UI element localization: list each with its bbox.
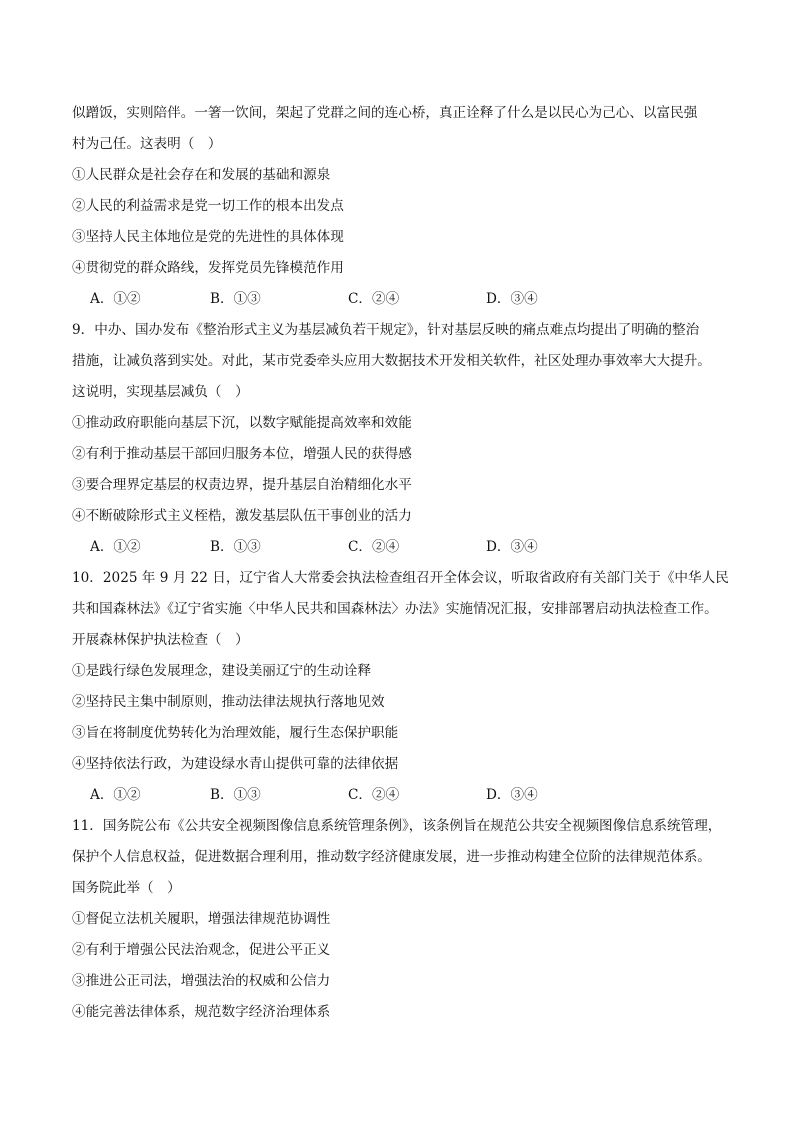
document-page (72, 98, 732, 1028)
statement-4: ④不断破除形式主义桎梏，激发基层队伍干事创业的活力 (72, 508, 412, 524)
question-stem-line: 11．国务院公布《公共安全视频图像信息系统管理条例》，该条例旨在规范公共安全视频图像信息系统管理， (72, 818, 722, 834)
question-stem-line: 村为己任。这表明（ ） (72, 136, 222, 152)
option-c: C．②④ (348, 291, 400, 307)
statement-2: ②有利于增强公民法治观念，促进公平正义 (72, 942, 331, 958)
option-a: A．①② (90, 539, 141, 555)
option-a: A．①② (90, 291, 141, 307)
statement-2: ②人民的利益需求是党一切工作的根本出发点 (72, 198, 344, 214)
question-stem-line: 9．中办、国办发布《整治形式主义为基层减负若干规定》，针对基层反映的痛点难点均提出了明确的整治 (72, 322, 700, 338)
question-stem-line: 这说明，实现基层减负（ ） (72, 384, 249, 400)
answer-options (72, 284, 732, 315)
question-stem-line: 10．2025 年 9 月 22 日，辽宁省人大常委会执法检查组召开全体会议，听取省政府有关部门关于《中华人民 (72, 570, 729, 586)
statement-1: ①推动政府职能向基层下沉，以数字赋能提高效率和效能 (72, 415, 412, 431)
question-stem-line: 似蹭饭，实则陪伴。一箸一饮间，架起了党群之间的连心桥，真正诠释了什么是以民心为己心、以富民强 (72, 105, 698, 121)
option-d: D．③④ (486, 787, 538, 803)
statement-4: ④坚持依法行政，为建设绿水青山提供可靠的法律依据 (72, 756, 399, 772)
question-stem-line: 国务院此举（ ） (72, 880, 181, 896)
option-c: C．②④ (348, 787, 400, 803)
answer-options (72, 532, 732, 563)
statement-3: ③推进公正司法，增强法治的权威和公信力 (72, 973, 331, 989)
option-d: D．③④ (486, 539, 538, 555)
statement-1: ①是践行绿色发展理念，建设美丽辽宁的生动诠释 (72, 663, 372, 679)
statement-3: ③坚持人民主体地位是党的先进性的具体体现 (72, 229, 344, 245)
statement-2: ②坚持民主集中制原则，推动法律法规执行落地见效 (72, 694, 385, 710)
option-b: B．①③ (210, 291, 261, 307)
option-b: B．①③ (210, 539, 261, 555)
question-stem-line: 开展森林保护执法检查（ ） (72, 632, 249, 648)
option-a: A．①② (90, 787, 141, 803)
statement-4: ④能完善法律体系，规范数字经济治理体系 (72, 1004, 331, 1020)
question-stem-line: 措施，让减负落到实处。对此，某市党委牵头应用大数据技术开发相关软件，社区处理办事效率大大提升。 (72, 353, 711, 369)
statement-3: ③旨在将制度优势转化为治理效能，履行生态保护职能 (72, 725, 399, 741)
option-d: D．③④ (486, 291, 538, 307)
option-b: B．①③ (210, 787, 261, 803)
question-10 (72, 563, 732, 811)
question-11 (72, 811, 732, 1028)
option-c: C．②④ (348, 539, 400, 555)
question-stem-line: 保护个人信息权益，促进数据合理利用，推动数字经济健康发展，进一步推动构建全位阶的法律规范体系。 (72, 849, 711, 865)
statement-1: ①人民群众是社会存在和发展的基础和源泉 (72, 167, 331, 183)
statement-1: ①督促立法机关履职，增强法律规范协调性 (72, 911, 331, 927)
question-stem-line: 共和国森林法》《辽宁省实施〈中华人民共和国森林法〉办法》实施情况汇报，安排部署启动执法检查工作。 (72, 601, 718, 617)
statement-3: ③要合理界定基层的权责边界，提升基层自治精细化水平 (72, 477, 412, 493)
question-8 (72, 98, 732, 315)
answer-options (72, 780, 732, 811)
statement-2: ②有利于推动基层干部回归服务本位，增强人民的获得感 (72, 446, 412, 462)
statement-4: ④贯彻党的群众路线，发挥党员先锋模范作用 (72, 260, 344, 276)
question-9 (72, 315, 732, 563)
